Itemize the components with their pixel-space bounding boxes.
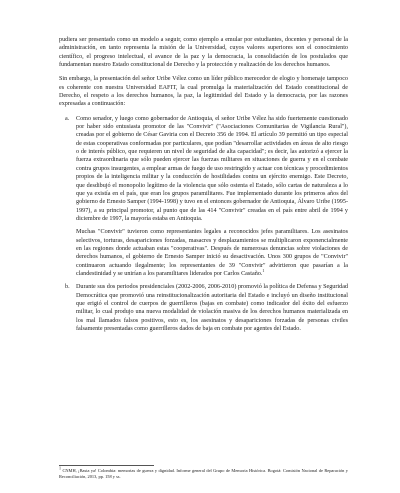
list-item-a-paragraph-2-text: Muchas "Convivir" tuvieron como representantes legales a reconocidos jefes paramilitares. Los asesinatos selectivos, torturas, desapariciones forzadas, masacres y desplazamientos se multiplicaron exponencialmente en las regiones donde actuaban estas "cooperativas". Después de numerosas denuncias sobre violaciones de derechos humanos, el gobierno de Ernesto Samper inició su desactivación. Unos 300 grupos de "Convivir" continuaron actuando ilegalmente; los representantes de 39 "Convivir" advirtieron que pasarían a la clandestinidad y se unirían a los paramilitares liderados por Carlos Castaño: [76, 229, 348, 277]
list-item-a-paragraph-2-end: .: [260, 270, 263, 277]
list-item-a: [59, 115, 348, 223]
footnote-separator: [59, 465, 154, 466]
list-item-b-text: Durante sus dos periodos presidenciales (2002-2006, 2006-2010) promovió la política de Defensa y Seguridad Democrática que promovió una reinstitucionalización autoritaria del Estado e incluyó un diseño institucional que erigió el control de cuerpos de guerrilleros (bajas en combate) como indicador del éxito del esfuerzo militar, lo cual produjo una nueva modalidad de violación masiva de los derechos humanos materializada en los mal llamados falsos positivos, esto es, los asesinatos y desapariciones forzadas de personas civiles falsamente presentadas como guerrilleros dados de baja en combate por agentes del Estado.: [76, 284, 348, 332]
list-item-a-label: a.: [65, 115, 70, 122]
list-item-a-continuation: [59, 228, 348, 278]
list-item-b: [59, 283, 348, 333]
paragraph-sin-embargo: Sin embargo, la presentación del señor Uribe Vélez como un líder público merecedor de elogio y homenaje tampoco es coherente con nuestra Universidad EAFIT, la cual promulga la materialización del Estado constitucional de Derecho, el respeto a los derechos humanos, la paz, la legitimidad del Estado y la democracia, por las razones expresadas a continuación:: [59, 76, 348, 108]
list-item-a-paragraph-2: [76, 228, 348, 278]
footnote-reference[interactable]: 1: [262, 267, 265, 273]
footnote-number: 1: [59, 465, 61, 471]
list-item-b-label: b.: [65, 284, 70, 291]
footnote: [59, 465, 348, 480]
list-item-a-text: Como senador, y luego como gobernador de Antioquia, el señor Uribe Vélez ha sido fuertemente cuestionado por haber sido entusiasta promotor de las "Convivir" ("Asociaciones Comunitarias de Vigilancia Rural"), creadas por el gobierno de César Gaviria con el Decreto 356 de 1994. El artículo 39 permitió un tipo especial de estas cooperativas conformadas por particulares, que podían "desarrollar actividades en áreas de alto riesgo o de interés público, que requieren un nivel de seguridad de alta capacidad"; es decir, las autorizó a ejercer la fuerza extraordinaria que sólo pueden ejercer las fuerzas militares en situaciones de guerra y en el combate contra grupos insurgentes, a emplear armas de fuego de uso restringido y actuar con técnicas y procedimientos propios de la inteligencia militar y la conducción de hostilidades contra un ejército enemigo. Este Decreto, que desdibujó el monopolio legítimo de la violencia que sólo ostenta el Estado, sólo cartas de naturaleza a lo que ya existía en el país, que eran los grupos paramilitares. Fue implementado durante los primeros años del gobierno de Ernesto Samper (1994-1998) y tuvo en el entonces gobernador de Antioquia, Álvaro Uribe (1995-1997), a su principal promotor, al punto que de las 414 "Convivir" creadas en el país entre abril de 1994 y diciembre de 1997, la mayoría estaba en Antioquia.: [76, 115, 348, 222]
footnote-text: CNMH, ¡Basta ya! Colombia: memorias de guerra y dignidad. Informe general del Grupo de Memoria Histórica. Bogotá: Comisión Nacional de Reparación y Reconciliación, 2013, pp. 158 y ss.: [59, 468, 348, 479]
paragraph-intro: pudiera ser presentado como un modelo a seguir, como ejemplo a emular por estudiantes, docentes y personal de la administración, en tanto representa la misión de la Universidad, cuyos valores superiores son el conocimiento científico, el progreso intelectual, el avance de la paz y la democracia, la consolidación de los postulados que fundamentan nuestro Estado constitucional de Derecho y la protección y realización de los derechos humanos.: [59, 37, 348, 69]
